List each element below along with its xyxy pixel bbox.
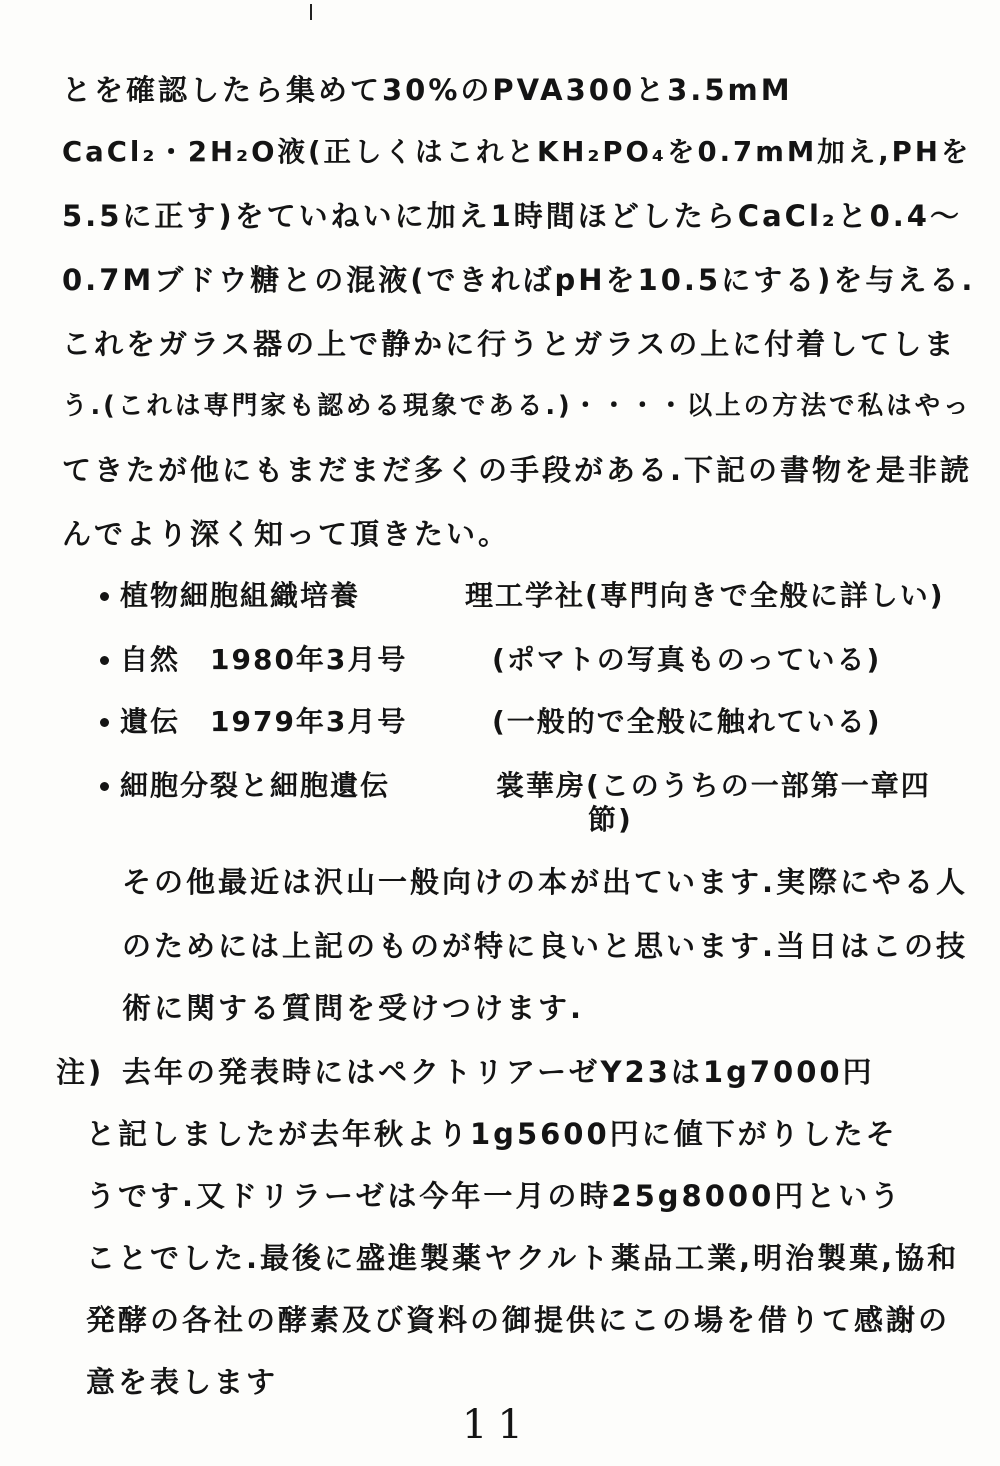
paragraph-1-line-8: んでより深く知って頂きたい。 (62, 517, 511, 551)
reference-bullet (100, 592, 109, 601)
reference-note-continuation: 節) (588, 803, 633, 836)
paragraph-2-line-2: のためには上記のものが特に良いと思います.当日はこの技 (122, 929, 969, 963)
paragraph-1-line-3: 5.5に正す)をていねいに加え1時間ほどしたらCaCl₂と0.4〜 (62, 199, 962, 233)
reference-note: 理工学社(専門向きで全般に詳しい) (465, 579, 945, 612)
reference-bullet (100, 718, 109, 727)
paragraph-1-line-5: これをガラス器の上で静かに行うとガラスの上に付着してしま (62, 327, 957, 361)
note-line-4: ことでした.最後に盛進製薬ヤクルト薬品工業,明治製菓,協和 (86, 1241, 960, 1275)
reference-note: (一般的で全般に触れている) (492, 705, 882, 738)
paragraph-2-line-1: その他最近は沢山一般向けの本が出ています.実際にやる人 (122, 865, 969, 899)
paragraph-1-line-6: う.(これは専門家も認める現象である.)・・・・以上の方法で私はやっ (62, 391, 972, 421)
reference-title: 自然 1980年3月号 (120, 643, 408, 676)
reference-note: 裳華房(このうちの一部第一章四 (496, 769, 931, 802)
top-pencil-mark (310, 4, 312, 20)
note-line-3: うです.又ドリラーゼは今年一月の時25g8000円という (86, 1179, 903, 1213)
reference-title: 細胞分裂と細胞遺伝 (120, 769, 391, 802)
note-line-6: 意を表します (86, 1365, 279, 1399)
note-line-1: 去年の発表時にはペクトリアーゼY23は1g7000円 (122, 1055, 875, 1089)
note-label: 注) (56, 1055, 105, 1089)
reference-bullet (100, 656, 109, 665)
paragraph-1-line-1: とを確認したら集めて30%のPVA300と3.5mM (62, 73, 793, 107)
note-line-2: と記しましたが去年秋より1g5600円に値下がりしたそ (86, 1117, 898, 1151)
reference-note: (ポマトの写真ものっている) (492, 643, 882, 676)
paragraph-1-line-4: 0.7Mブドウ糖との混液(できればpHを10.5にする)を与える. (62, 263, 976, 297)
paragraph-1-line-2: CaCl₂・2H₂O液(正しくはこれとKH₂PO₄を0.7mM加え,PHを (62, 136, 972, 168)
reference-title: 遺伝 1979年3月号 (120, 705, 408, 738)
paragraph-2-line-3: 術に関する質問を受けつけます. (122, 991, 585, 1025)
page-number: 11 (462, 1402, 533, 1448)
reference-title: 植物細胞組織培養 (120, 579, 361, 612)
reference-bullet (100, 782, 109, 791)
note-line-5: 発酵の各社の酵素及び資料の御提供にこの場を借りて感謝の (86, 1303, 951, 1337)
paragraph-1-line-7: てきたが他にもまだまだ多くの手段がある.下記の書物を是非読 (62, 453, 973, 487)
